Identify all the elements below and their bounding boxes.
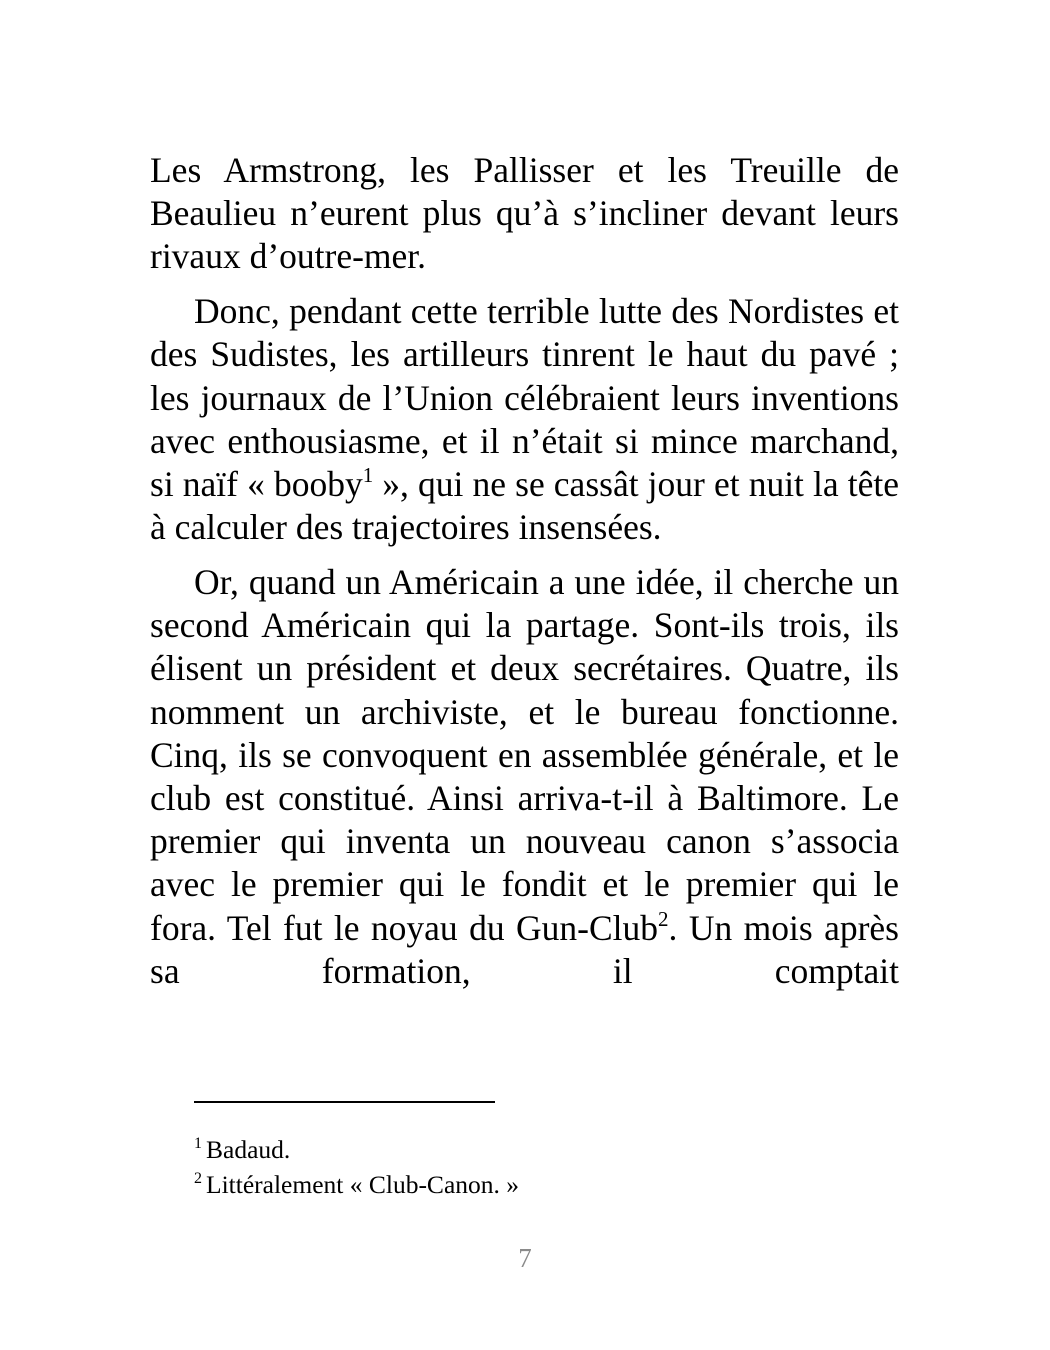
- paragraph-2: [150, 290, 899, 549]
- footnote-reference-1: 1: [362, 463, 374, 488]
- footnote-marker-2: 2: [194, 1170, 202, 1187]
- footnote-text-1: Badaud.: [206, 1135, 291, 1164]
- footnote-reference-2: 2: [658, 906, 669, 931]
- page-number: 7: [518, 1243, 532, 1273]
- footnotes: [194, 1132, 894, 1202]
- paragraph-3: [150, 561, 899, 993]
- paragraph-3-text-after: . Un mois après sa formation, il comptait: [150, 907, 899, 991]
- footnote-2: [194, 1167, 894, 1202]
- footnote-separator: [194, 1101, 495, 1103]
- paragraph-1: Les Armstrong, les Pallisser et les Treuille de Beaulieu n’eurent plus qu’à s’incliner devant leurs rivaux d’outre-mer.: [150, 150, 899, 277]
- paragraph-3-text-before: Or, quand un Américain a une idée, il cherche un second Américain qui la partage. Sont-ils trois, ils élisent un président et deux secrétaires. Quatre, ils nomment un archiviste, et le bureau fonctionne. Cinq, ils se convoquent en assemblée générale, et le club est constitué. Ainsi arriva-t-il à Baltimore. Le premier qui inventa un nouveau canon s’associa avec le premier qui le fondit et le premier qui le fora. Tel fut le noyau du Gun-Club: [150, 562, 899, 948]
- paragraph-2-text-before: Donc, pendant cette terrible lutte des Nordistes et des Sudistes, les artilleurs tinrent le haut du pavé ; les journaux de l’Union célébraient leurs inventions avec enthousiasme, et il n’était si mince marchand, si naïf « booby: [150, 291, 899, 505]
- paragraph-2-text-after: », qui ne se cassât jour et nuit la tête à calculer des trajectoires insensées.: [150, 464, 899, 548]
- footnote-text-2: Littéralement « Club-Canon. »: [206, 1170, 520, 1199]
- footnote-marker-1: 1: [194, 1135, 202, 1152]
- footnote-1: [194, 1132, 894, 1167]
- main-text: [150, 149, 899, 993]
